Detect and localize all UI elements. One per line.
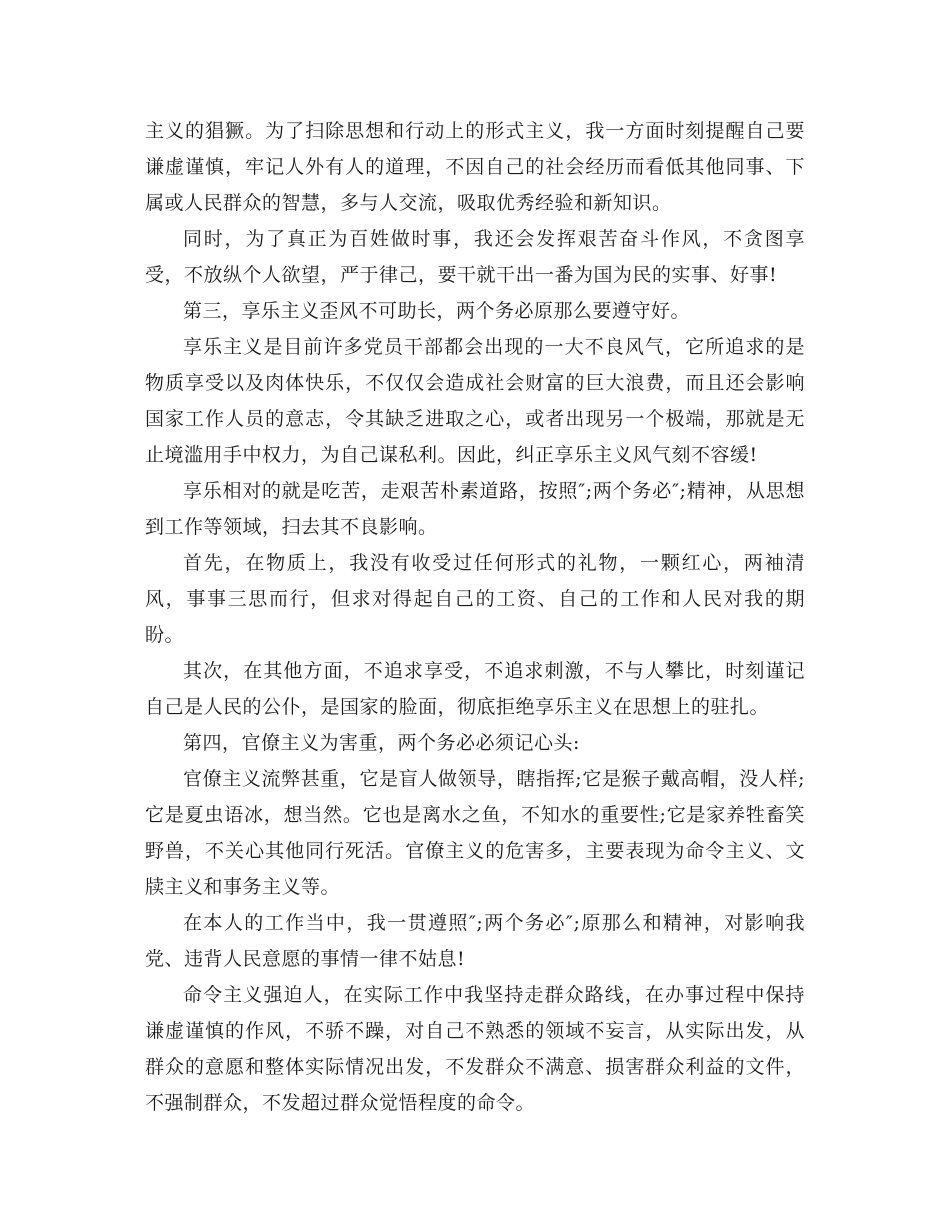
paragraph-8: 第四，官僚主义为害重，两个务必必须记心头:	[183, 732, 580, 754]
paragraph-5: 享乐相对的就是吃苦，走艰苦朴素道路，按照″;两个务必″;精神，从思想到工作等领域，扫去其不良影响。	[145, 480, 805, 538]
paragraph-1: 主义的猖獗。为了扫除思想和行动上的形式主义，我一方面时刻提醒自己要谦虚谨慎，牢记人外有人的道理，不因自己的社会经历而看低其他同事、下属或人民群众的智慧，多与人交流，吸取优秀经验和新知识。	[145, 120, 805, 214]
paragraph-11: 命令主义强迫人，在实际工作中我坚持走群众路线，在办事过程中保持谦虚谨慎的作风，不骄不躁，对自己不熟悉的领域不妄言，从实际出发，从群众的意愿和整体实际情况出发，不发群众不满意、损害群众利益的文件，不强制群众，不发超过群众觉悟程度的命令。	[145, 984, 805, 1114]
paragraph-4: 享乐主义是目前许多党员干部都会出现的一大不良风气，它所追求的是物质享受以及肉体快乐，不仅仅会造成社会财富的巨大浪费，而且还会影响国家工作人员的意志，令其缺乏进取之心，或者出现另一个极端，那就是无止境滥用手中权力，为自己谋私利。因此，纠正享乐主义风气刻不容缓!	[145, 336, 805, 466]
paragraph-3: 第三，享乐主义歪风不可助长，两个务必原那么要遵守好。	[183, 300, 691, 322]
paragraph-6: 首先，在物质上，我没有收受过任何形式的礼物，一颗红心，两袖清风，事事三思而行，但求对得起自己的工资、自己的工作和人民对我的期盼。	[145, 552, 805, 646]
document-body	[145, 113, 805, 1121]
paragraph-9: 官僚主义流弊甚重，它是盲人做领导，瞎指挥;它是猴子戴高帽，没人样;它是夏虫语冰，想当然。它也是离水之鱼，不知水的重要性;它是家养牲畜笑野兽，不关心其他同行死活。官僚主义的危害多，主要表现为命令主义、文牍主义和事务主义等。	[145, 768, 805, 898]
paragraph-7: 其次，在其他方面，不追求享受，不追求刺激，不与人攀比，时刻谨记自己是人民的公仆，是国家的脸面，彻底拒绝享乐主义在思想上的驻扎。	[145, 660, 805, 718]
paragraph-10: 在本人的工作当中，我一贯遵照″;两个务必″;原那么和精神，对影响我党、违背人民意愿的事情一律不姑息!	[145, 912, 805, 970]
paragraph-2: 同时，为了真正为百姓做时事，我还会发挥艰苦奋斗作风，不贪图享受，不放纵个人欲望，严于律己，要干就干出一番为国为民的实事、好事!	[145, 228, 805, 286]
